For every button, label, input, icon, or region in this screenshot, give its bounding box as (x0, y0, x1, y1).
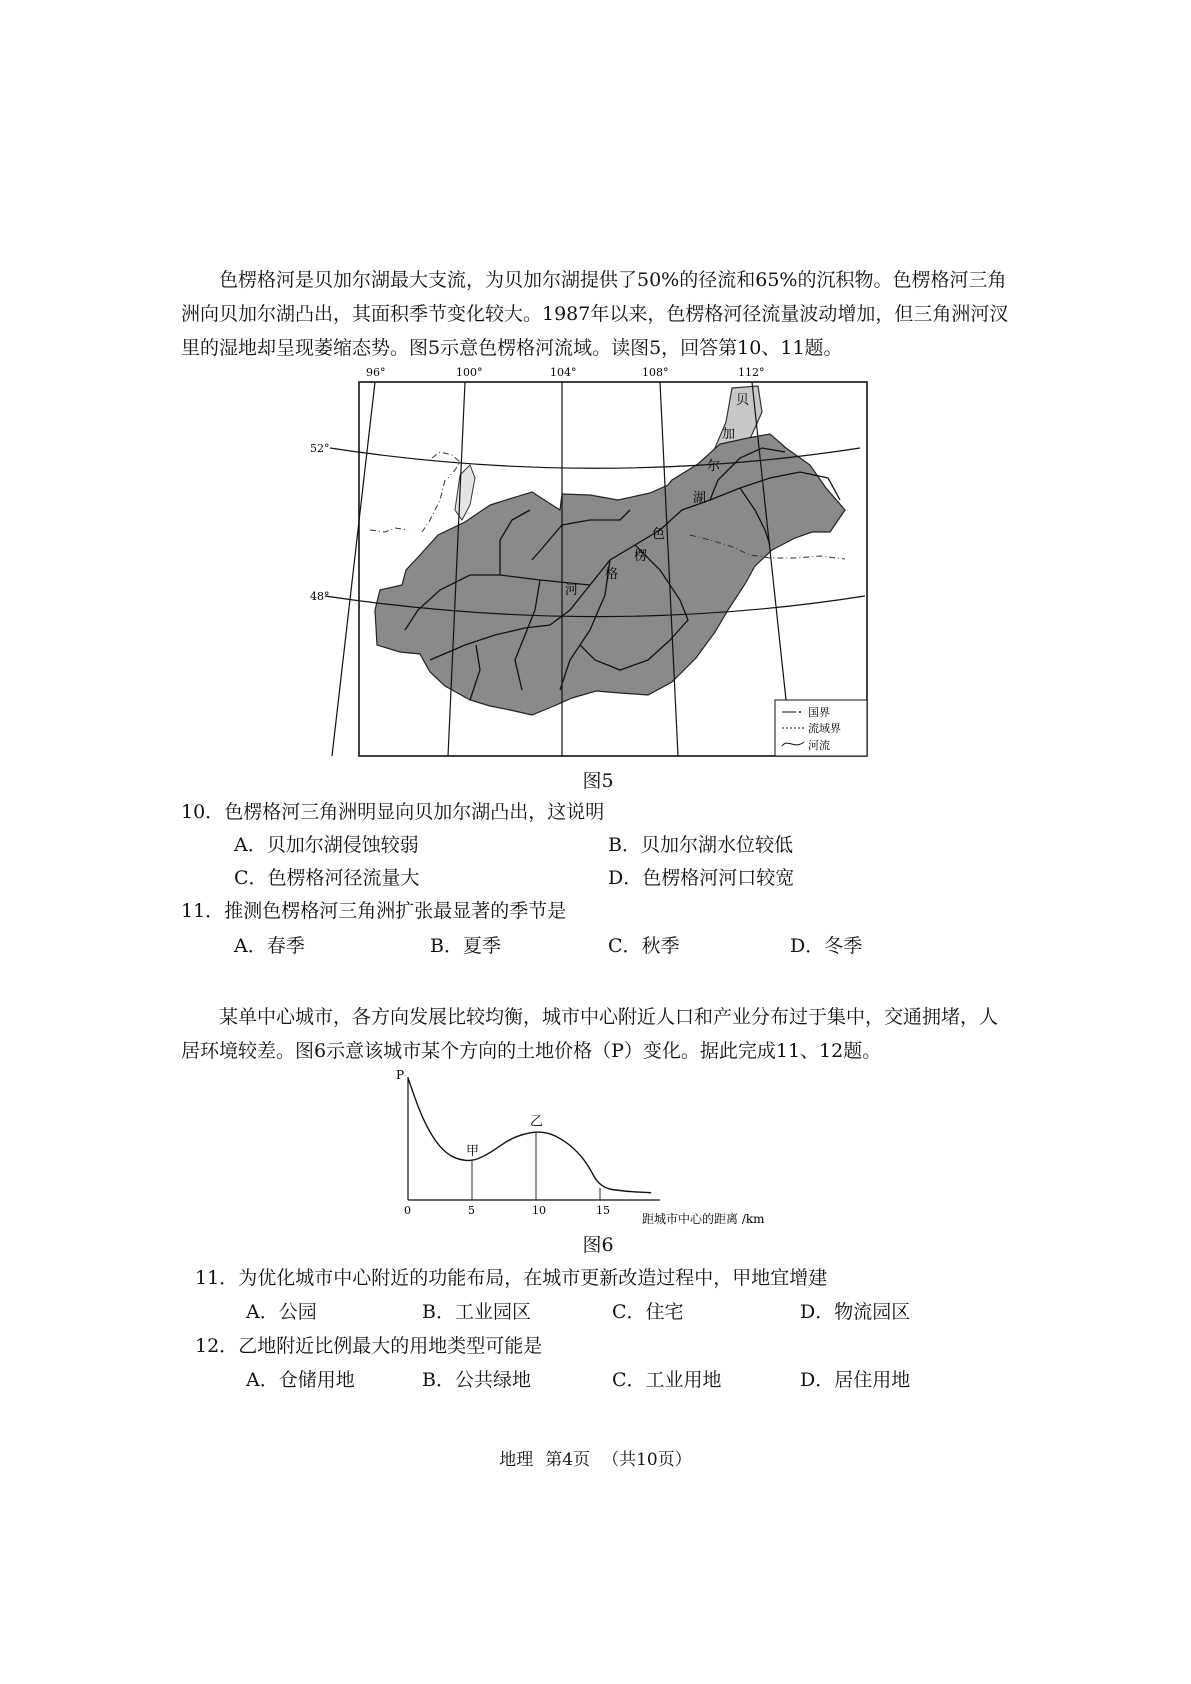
x-tick-label: 15 (596, 1204, 610, 1217)
option-10a[interactable]: A．贝加尔湖侵蚀较弱 (234, 834, 419, 856)
footer-page: 第4页 (545, 1450, 591, 1470)
footer-total: （共10页） (602, 1450, 692, 1470)
passage-2: 某单中心城市，各方向发展比较均衡，城市中心附近人口和产业分布过于集中，交通拥堵，人居环境较差。图6示意该城市某个方向的土地价格（P）变化。据此完成11、12题。 (181, 1006, 999, 1062)
option-11b-c[interactable]: C．住宅 (612, 1301, 684, 1323)
option-11a-a[interactable]: A．春季 (234, 935, 305, 957)
question-stem: 推测色楞格河三角洲扩张最显著的季节是 (224, 900, 567, 922)
question-11a (181, 899, 566, 923)
option-11b-b[interactable]: B．工业园区 (422, 1301, 531, 1323)
question-stem: 色楞格河三角洲明显向贝加尔湖凸出，这说明 (224, 801, 605, 823)
option-11b-d[interactable]: D．物流园区 (800, 1301, 911, 1323)
question-number: 11． (181, 900, 225, 922)
option-10b[interactable]: B．贝加尔湖水位较低 (608, 834, 793, 856)
option-11a-c[interactable]: C．秋季 (608, 935, 680, 957)
x-tick-label: 5 (468, 1204, 475, 1217)
lon-label: 100° (456, 366, 483, 379)
footer-subject: 地理 (499, 1450, 534, 1470)
option-12b[interactable]: B．公共绿地 (422, 1369, 531, 1391)
lat-label: 52° (310, 442, 330, 455)
question-number: 11． (195, 1267, 239, 1289)
x-tick-label: 10 (532, 1204, 546, 1217)
question-stem: 为优化城市中心附近的功能布局，在城市更新改造过程中，甲地宜增建 (238, 1267, 828, 1289)
passage-1: 色楞格河是贝加尔湖最大支流，为贝加尔湖提供了50%的径流和65%的沉积物。色楞格河三角洲向贝加尔湖凸出，其面积季节变化较大。1987年以来，色楞格河径流量波动增加，但三角洲河汊里的湿地却呈现萎缩态势。图5示意色楞格河流域。读图5，回答第10、11题。 (181, 269, 1009, 359)
price-curve (408, 1078, 651, 1193)
option-12c[interactable]: C．工业用地 (612, 1369, 722, 1391)
option-11a-b[interactable]: B．夏季 (430, 935, 501, 957)
lon-label: 112° (738, 366, 765, 379)
question-12 (195, 1334, 542, 1358)
x-tick-label: 0 (404, 1204, 411, 1217)
question-number: 10． (181, 801, 225, 823)
point-annotation: 甲 (466, 1143, 480, 1159)
point-annotation: 乙 (530, 1114, 544, 1130)
figure-5-caption: 图5 (582, 770, 614, 792)
y-axis-label: P (396, 1068, 405, 1082)
question-10 (181, 800, 604, 824)
option-11b-a[interactable]: A．公园 (246, 1301, 317, 1323)
lon-label: 104° (550, 366, 577, 379)
option-10d[interactable]: D．色楞格河河口较宽 (608, 867, 795, 889)
option-11a-d[interactable]: D．冬季 (790, 935, 863, 957)
legend-basin: 流域界 (808, 722, 841, 735)
page-footer (0, 1445, 1191, 1470)
question-11b (195, 1266, 827, 1290)
option-10c[interactable]: C．色楞格河径流量大 (234, 867, 420, 889)
question-stem: 乙地附近比例最大的用地类型可能是 (238, 1335, 543, 1357)
chart-figure-6 (390, 1065, 820, 1225)
legend-border: 国界 (808, 706, 830, 719)
lake-label: 加 (722, 427, 736, 442)
figure-6-caption: 图6 (582, 1234, 614, 1256)
option-12a[interactable]: A．仓储用地 (246, 1369, 355, 1391)
option-12d[interactable]: D．居住用地 (800, 1369, 911, 1391)
lake-label: 湖 (693, 491, 707, 506)
lat-label: 48° (310, 590, 330, 603)
lon-label: 96° (366, 366, 386, 379)
lon-label: 108° (642, 366, 669, 379)
question-number: 12． (195, 1335, 239, 1357)
lake-label: 尔 (707, 459, 721, 474)
legend-river: 河流 (808, 739, 830, 752)
river-label: 格 (605, 567, 619, 582)
river-label: 色 (652, 527, 666, 542)
map-figure-5 (300, 360, 890, 770)
x-axis-label: 距城市中心的距离 /km (642, 1212, 765, 1225)
river-label: 河 (565, 583, 579, 598)
lake-label: 贝 (736, 393, 750, 408)
river-label: 楞 (634, 549, 648, 564)
map-legend (775, 700, 867, 756)
